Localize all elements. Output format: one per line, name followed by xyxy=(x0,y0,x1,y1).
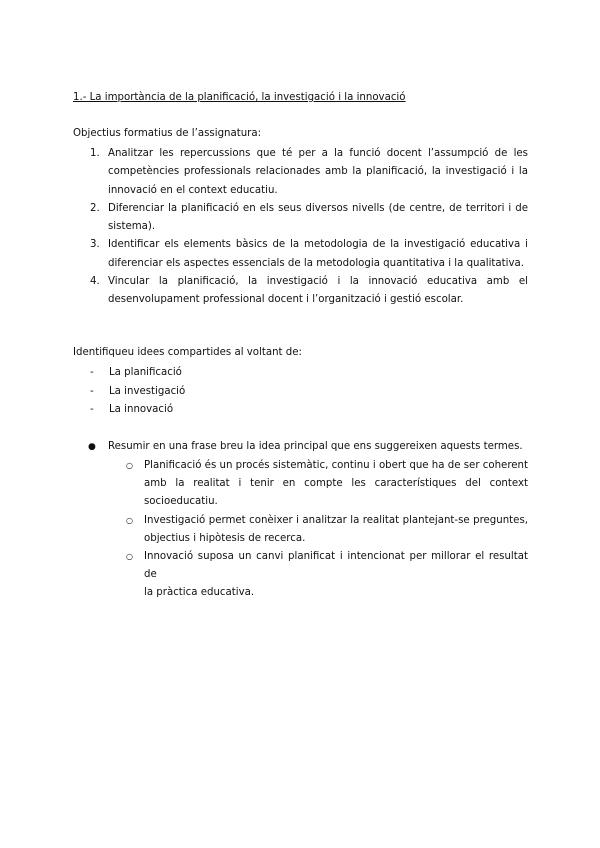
objective-number: 2. xyxy=(90,202,100,214)
objective-number: 1. xyxy=(90,148,100,159)
list-item-label: La planificació xyxy=(109,367,182,378)
summary-line: Planificació és un procés sistemàtic, continu i obert que ha de ser coherent xyxy=(144,460,528,471)
summary-line: amb la realitat i tenir en compte les característiques del context xyxy=(144,478,528,490)
summary-line: la pràctica educativa. xyxy=(144,587,255,599)
list-item xyxy=(73,383,185,402)
list-item xyxy=(73,364,185,383)
objective-item xyxy=(73,236,528,273)
section-heading: 1.- La importància de la planificació, la investigació i la innovació xyxy=(73,92,406,103)
list-item xyxy=(73,401,185,420)
hollow-bullet-icon: ○ xyxy=(126,552,133,562)
list-item-label: La investigació xyxy=(109,385,186,397)
objective-number: 4. xyxy=(90,276,100,288)
objective-line: competències professionals relacionades amb la planificació, la investigació i la xyxy=(108,166,528,178)
dash-marker: - xyxy=(90,385,94,397)
objectives-intro: Objectius formatius de l’assignatura: xyxy=(73,128,262,139)
objective-line: Diferenciar la planificació en els seus diversos nivells (de centre, de territori i de xyxy=(108,202,528,214)
objective-line: Identificar els elements bàsics de la metodologia de la investigació educativa i xyxy=(108,239,528,251)
filled-bullet-icon: ● xyxy=(88,442,96,452)
objective-line: innovació en el context educatiu. xyxy=(108,184,278,196)
objective-line: sistema). xyxy=(108,221,156,233)
summary-item xyxy=(73,512,528,548)
hollow-bullet-icon: ○ xyxy=(126,515,133,525)
objective-item xyxy=(73,145,528,200)
dash-marker: - xyxy=(90,404,94,415)
summary-line: Investigació permet conèixer i analitzar la realitat plantejant-se preguntes, xyxy=(144,514,528,526)
objective-item xyxy=(73,200,528,237)
list-item-label: La innovació xyxy=(109,404,174,415)
objective-line: diferenciar els aspectes essencials de la metodologia quantitativa i la qualitativa. xyxy=(108,257,524,269)
objective-line: Vincular la planificació, la investigació i la innovació educativa amb el xyxy=(108,276,528,288)
objective-line: desenvolupament professional docent i l’organització i gestió escolar. xyxy=(108,294,464,306)
summary-item xyxy=(73,457,528,512)
summary-item xyxy=(73,548,528,603)
shared-ideas-intro: Identifiqueu idees compartides al voltant de: xyxy=(73,347,302,358)
hollow-bullet-icon: ○ xyxy=(126,461,133,470)
objectives-list xyxy=(73,145,528,310)
objective-item xyxy=(73,273,528,310)
objective-line: Analitzar les repercussions que té per a la funció docent l’assumpció de les xyxy=(108,148,528,159)
summary-line: Innovació suposa un canvi planificat i intencionat per millorar el resultat de xyxy=(144,551,528,581)
dash-marker: - xyxy=(90,367,94,378)
summaries-list xyxy=(73,457,528,603)
summary-prompt: Resumir en una frase breu la idea principal que ens suggereixen aquests termes. xyxy=(108,441,523,452)
objective-number: 3. xyxy=(90,239,100,251)
summary-line: objectius i hipòtesis de recerca. xyxy=(144,532,306,544)
shared-ideas-list xyxy=(73,364,185,420)
summary-line: socioeducatiu. xyxy=(144,496,218,508)
